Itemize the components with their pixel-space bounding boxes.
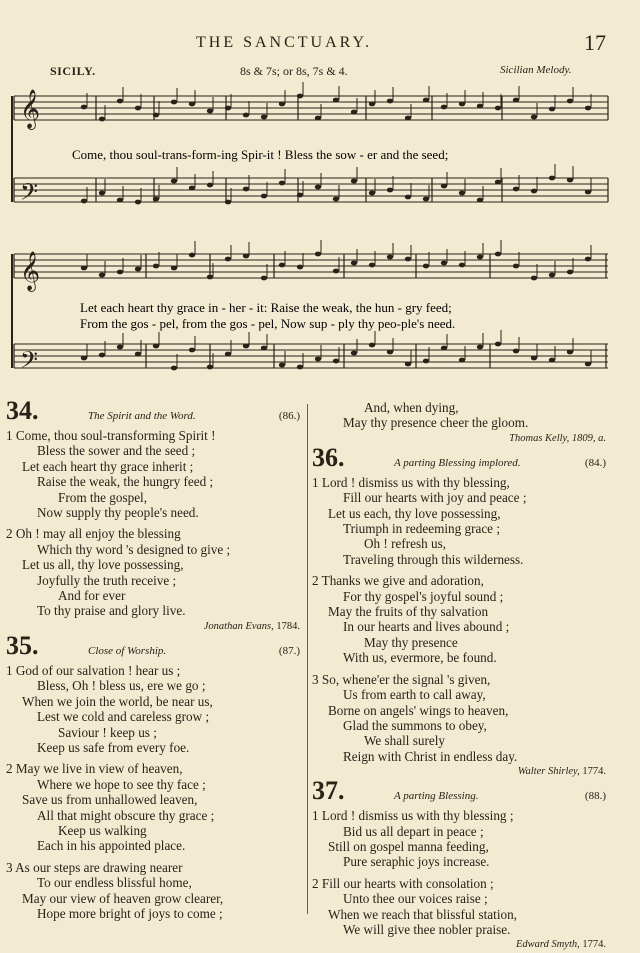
verse-line: When we join the world, be near us, <box>22 693 213 709</box>
hymn-37-verse-2 <box>312 876 612 938</box>
verse-line: 3 So, whene'er the signal 's given, <box>312 671 491 687</box>
verse-line: 1 Lord ! dismiss us with thy blessing, <box>312 474 510 490</box>
verse-line: Unto thee our voices raise ; <box>343 891 488 907</box>
hymn-36-attribution <box>312 764 612 780</box>
verse-line: 2 Fill our hearts with consolation ; <box>312 875 494 891</box>
verse-line: Bless the sower and the seed ; <box>37 443 196 459</box>
treble-staff <box>14 240 608 280</box>
verse-line: 1 God of our salvation ! hear us ; <box>6 662 181 678</box>
hymn-37-attribution <box>312 937 612 953</box>
verse-line: When we reach that blissful station, <box>328 906 517 922</box>
verse-line: Bless, Oh ! bless us, ere we go ; <box>37 678 206 694</box>
verse-line: Reign with Christ in endless day. <box>343 748 518 764</box>
music-system-2 <box>0 232 640 392</box>
hymn-number: 37. <box>312 776 345 806</box>
treble-clef-icon: 𝄞 <box>20 253 41 290</box>
verse-line: Bid us all depart in peace ; <box>343 823 484 839</box>
hymn-35-header <box>6 630 306 663</box>
tune-meter: 8s & 7s; or 8s, 7s & 4. <box>240 64 348 78</box>
author: Walter Shirley, <box>517 766 580 778</box>
page-number: 17 <box>584 30 606 55</box>
verse-line: Raise the weak, the hungry feed ; <box>37 474 214 490</box>
hymn-37-header <box>312 776 612 808</box>
verse-line: 1 Lord ! dismiss us with thy blessing ; <box>312 808 514 824</box>
bass-staff <box>14 330 608 370</box>
verse-line: Oh ! refresh us, <box>364 536 447 552</box>
hymn-meter: (87.) <box>278 644 300 657</box>
verse-line: All that might obscure thy grace ; <box>37 807 215 823</box>
verse-line: Where we hope to see thy face ; <box>37 776 206 792</box>
verse-line: Us from earth to call away, <box>343 687 486 703</box>
hymn-number: 36. <box>312 442 345 472</box>
verse-line: Save us from unhallowed leaven, <box>22 792 198 808</box>
music-lyric-line-2a: Let each heart thy grace in - her - it: Raise the weak, the hun - gry feed; <box>80 300 452 315</box>
verse-line: And for ever <box>58 588 126 604</box>
verse-line: Each in his appointed place. <box>37 838 186 854</box>
hymn-34-verse-1 <box>6 428 306 520</box>
right-column <box>312 400 612 953</box>
hymn-meter: (88.) <box>584 790 606 803</box>
treble-staff <box>14 82 608 121</box>
hymn-35-verse-2 <box>6 761 306 853</box>
music-system-1 <box>0 82 640 222</box>
hymn-36-verse-1 <box>312 475 612 567</box>
verse-line: 1 Come, thou soul-transforming Spirit ! <box>6 428 216 443</box>
hymn-35-continuation <box>312 400 612 431</box>
hymn-meter: (86.) <box>278 410 300 422</box>
verse-line: Hope more bright of joys to come ; <box>37 905 223 921</box>
verse-line: With us, evermore, be found. <box>343 650 497 666</box>
bass-clef-icon: 𝄢 <box>20 180 39 211</box>
hymn-35-verse-3 <box>6 860 306 922</box>
hymn-35-verse-1 <box>6 663 306 755</box>
verse-line: Fill our hearts with joy and peace ; <box>343 490 527 506</box>
verse-line: May thy presence cheer the gloom. <box>343 415 529 431</box>
year: 1774. <box>582 939 606 951</box>
bass-staff <box>14 164 608 204</box>
music-lyric-line-2b: From the gos - pel, from the gos - pel, Now sup - ply thy peo-ple's need. <box>80 316 456 331</box>
hymn-36-verse-3 <box>312 672 612 764</box>
year: 1784. <box>276 620 300 632</box>
tune-info <box>0 64 640 82</box>
treble-clef-icon: 𝄞 <box>20 91 41 128</box>
verse-line: May thy presence <box>364 634 458 650</box>
hymn-34-header <box>6 396 306 428</box>
verse-line: We shall surely <box>364 733 445 749</box>
hymn-34-verse-2 <box>6 526 306 618</box>
page-header <box>0 30 640 60</box>
verse-line: Pure seraphic joys increase. <box>343 854 490 870</box>
left-column <box>6 396 306 921</box>
hymn-number: 35. <box>6 630 39 660</box>
verse-line: 2 Thanks we give and adoration, <box>312 573 484 589</box>
verse-line: Keep us safe from every foe. <box>37 739 190 755</box>
hymn-35-attribution <box>312 431 612 447</box>
verse-line: Glad the summons to obey, <box>343 717 487 733</box>
author: Thomas Kelly, <box>509 432 570 444</box>
verse-line: Let each heart thy grace inherit ; <box>22 458 194 474</box>
verse-line: 2 May we live in view of heaven, <box>6 761 183 777</box>
verse-line: Saviour ! keep us ; <box>58 724 157 740</box>
verse-line: Borne on angels' wings to heaven, <box>328 702 509 718</box>
verse-line: May our view of heaven grow clearer, <box>22 890 224 906</box>
verse-line: For thy gospel's joyful sound ; <box>343 588 504 604</box>
hymn-title: Close of Worship. <box>88 644 167 657</box>
tune-attribution: Sicilian Melody. <box>500 64 572 76</box>
hymn-36-verse-2 <box>312 573 612 665</box>
hymn-36-header <box>312 442 612 475</box>
hymn-meter: (84.) <box>584 456 606 469</box>
hymn-34-attribution <box>6 619 306 635</box>
running-title: THE SANCTUARY. <box>196 34 372 51</box>
column-divider <box>307 404 308 914</box>
hymn-37-verse-1 <box>312 808 612 870</box>
hymn-number: 34. <box>6 396 39 425</box>
verse-line: 2 Oh ! may all enjoy the blessing <box>6 526 181 542</box>
verse-line: Still on gospel manna feeding, <box>328 838 489 854</box>
verse-line: To our endless blissful home, <box>37 875 192 891</box>
verse-line: From the gospel, <box>58 489 148 505</box>
author: Edward Smyth, <box>515 939 580 951</box>
verse-line: To thy praise and glory live. <box>37 603 186 619</box>
verse-line: Now supply thy people's need. <box>37 505 199 521</box>
verse-line: 3 As our steps are drawing nearer <box>6 859 183 875</box>
verse-line: Lest we cold and careless grow ; <box>37 709 210 725</box>
hymn-title: A parting Blessing implored. <box>394 456 521 469</box>
verse-line: In our hearts and lives abound ; <box>343 619 510 635</box>
verse-line: Let us all, thy love possessing, <box>22 557 184 573</box>
verse-line: Let us each, thy love possessing, <box>328 505 501 521</box>
verse-line: Triumph in redeeming grace ; <box>343 521 500 537</box>
verse-line: Keep us walking <box>58 822 147 838</box>
hymn-title: A parting Blessing. <box>394 790 479 803</box>
verse-line: Joyfully the truth receive ; <box>37 572 177 588</box>
verse-line: Traveling through this wilderness. <box>343 551 524 567</box>
verse-line: And, when dying, <box>364 400 459 415</box>
verse-line: Which thy word 's designed to give ; <box>37 541 231 557</box>
verse-line: May the fruits of thy salvation <box>328 604 489 620</box>
year: 1809, a. <box>571 432 606 444</box>
year: 1774. <box>582 766 606 778</box>
author: Jonathan Evans, <box>203 620 274 632</box>
verse-line: We will give thee nobler praise. <box>343 921 511 937</box>
bass-clef-icon: 𝄢 <box>20 348 39 379</box>
music-lyric-line-1: Come, thou soul-trans-form-ing Spir-it ! Bless the sow - er and the seed; <box>72 147 449 162</box>
tune-name: SICILY. <box>50 64 96 78</box>
hymn-title: The Spirit and the Word. <box>88 410 196 422</box>
